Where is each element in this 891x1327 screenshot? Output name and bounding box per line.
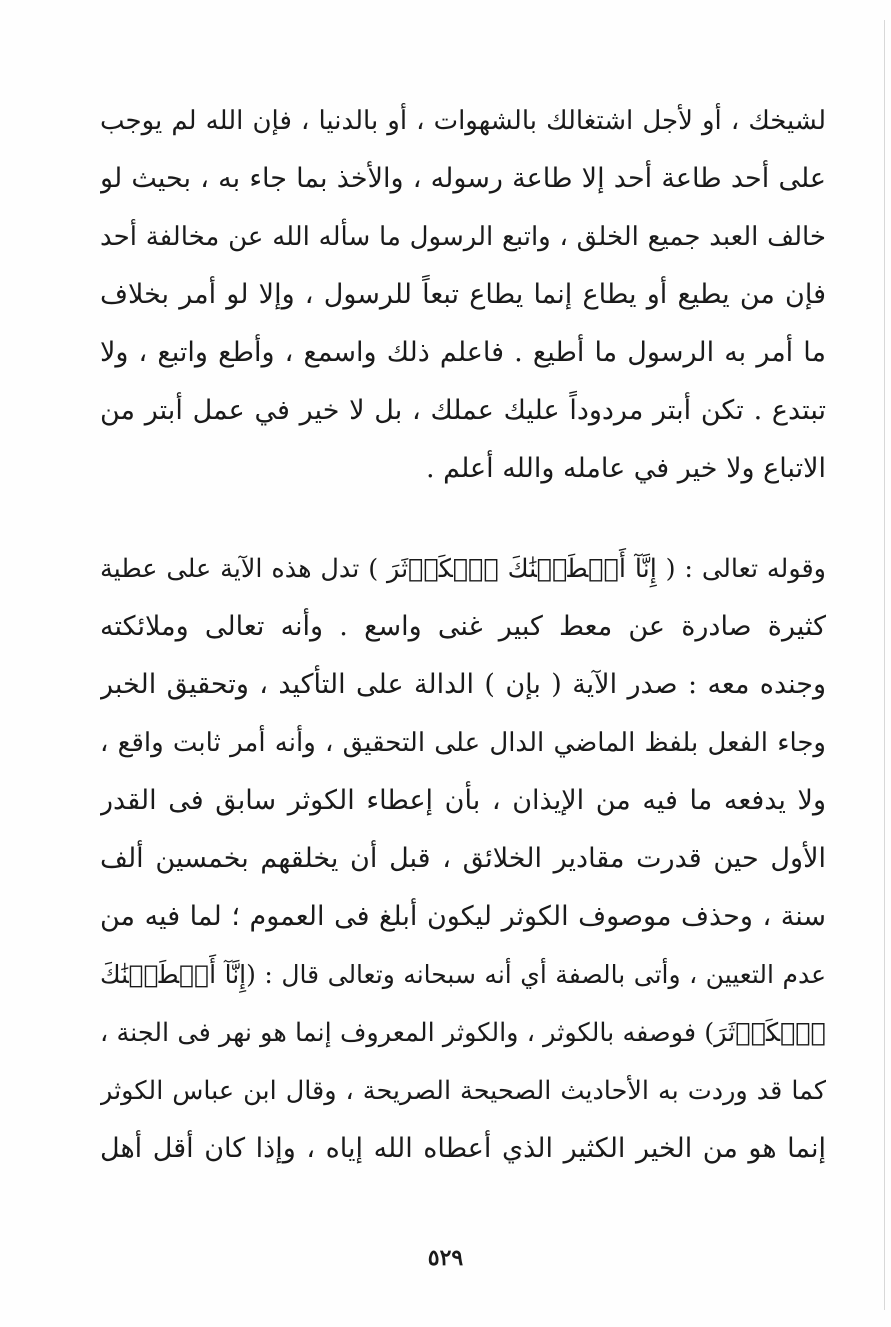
text-line: وجاء الفعل بلفظ الماضي الدال على التحقيق ، وأنه أمر ثابت واقع ، (100, 728, 826, 758)
text-line: وجنده معه : صدر الآية ( بإن ) الدالة على التأكيد ، وتحقيق الخبر (100, 669, 826, 700)
text-line: ولا يدفعه ما فيه من الإيذان ، بأن إعطاء الكوثر سابق فى القدر (100, 785, 826, 816)
text-line: لشيخك ، أو لأجل اشتغالك بالشهوات ، أو بالدنيا ، فإن الله لم يوجب (100, 106, 826, 136)
text-line: تبتدع . تكن أبتر مردوداً عليك عملك ، بل لا خير في عمل أبتر من (100, 395, 826, 426)
paragraph-1 (100, 92, 826, 498)
text-line: عدم التعيين ، وأتى بالصفة أي أنه سبحانه وتعالى قال : (إِنَّآ أَعۡطَيۡنَٰكَ (100, 960, 826, 989)
text-line: وقوله تعالى : ( إِنَّآ أَعۡطَيۡنَٰكَ ٱلۡكَوۡثَرَ ) تدل هذه الآية على عطية (100, 554, 826, 584)
page-number: ٥٢٩ (427, 1245, 464, 1271)
text-line: كثيرة صادرة عن معط كبير غنى واسع . وأنه تعالى وملائكته (100, 611, 826, 642)
text-line: الاتباع ولا خير في عامله والله أعلم . (425, 453, 826, 484)
paragraph-2 (100, 540, 826, 1178)
text-line: سنة ، وحذف موصوف الكوثر ليكون أبلغ فى العموم ؛ لما فيه من (100, 901, 826, 932)
page-edge-line (884, 20, 885, 1310)
text-line: فإن من يطيع أو يطاع إنما يطاع تبعاً للرسول ، وإلا لو أمر بخلاف (100, 279, 826, 310)
text-line: على أحد طاعة أحد إلا طاعة رسوله ، والأخذ بما جاء به ، بحيث لو (100, 163, 826, 194)
text-line: كما قد وردت به الأحاديث الصحيحة الصريحة ، وقال ابن عباس الكوثر (100, 1076, 826, 1106)
text-line: خالف العبد جميع الخلق ، واتبع الرسول ما سأله الله عن مخالفة أحد (100, 222, 826, 252)
text-line: ٱلۡكَوۡثَرَ) فوصفه بالكوثر ، والكوثر المعروف إنما هو نهر فى الجنة ، (100, 1018, 826, 1048)
text-line: ما أمر به الرسول ما أطيع . فاعلم ذلك واسمع ، وأطع واتبع ، ولا (100, 337, 826, 368)
text-line: الأول حين قدرت مقادير الخلائق ، قبل أن يخلقهم بخمسين ألف (100, 843, 826, 874)
text-line: إنما هو من الخير الكثير الذي أعطاه الله إياه ، وإذا كان أقل أهل (100, 1133, 826, 1164)
